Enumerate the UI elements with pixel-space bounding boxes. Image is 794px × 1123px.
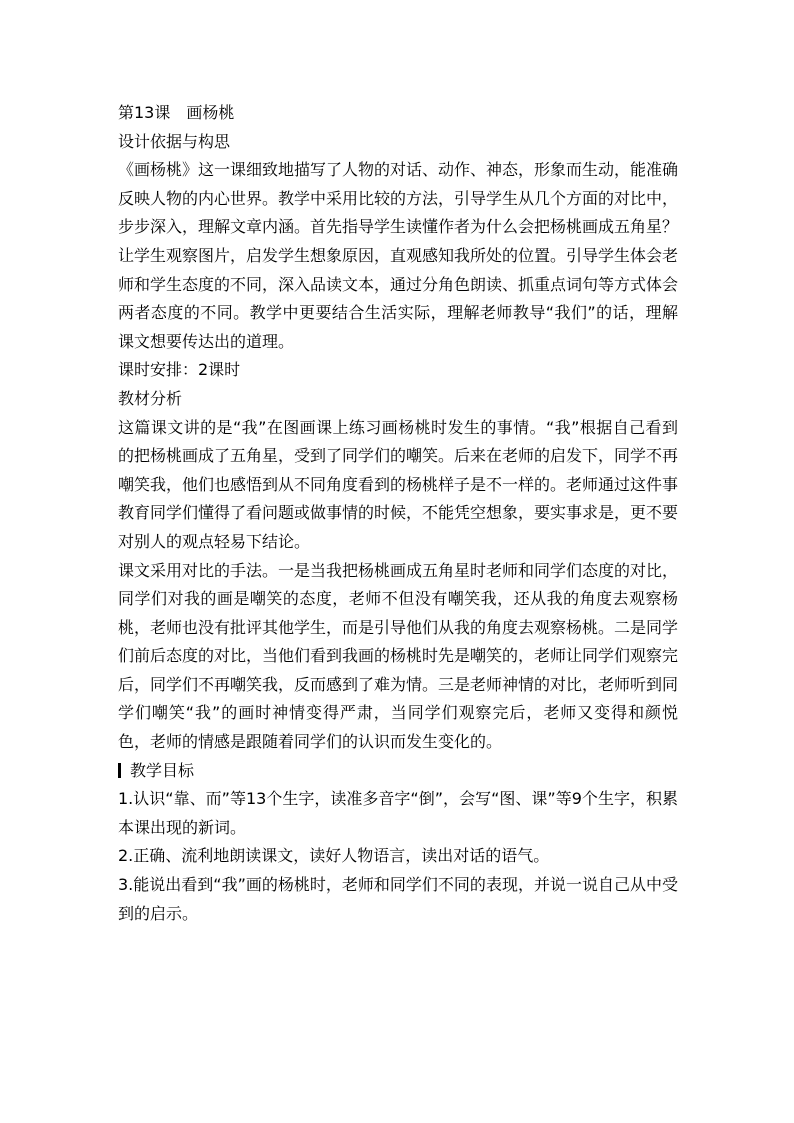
paragraph-analysis-2: 课文采用对比的手法。一是当我把杨桃画成五角星时老师和同学们态度的对比，同学们对我的画是嘲笑的态度，老师不但没有嘲笑我，还从我的角度去观察杨桃，老师也没有批评其他学生，而是引导他们从我的角度去观察杨桃。二是同学们前后态度的对比，当他们看到我画的杨桃时先是嘲笑的，老师让同学们观察完后，同学们不再嘲笑我，反而感到了难为情。三是老师神情的对比，老师听到同学们嘲笑“我”的画时神情变得严肃，当同学们观察完后，老师又变得和颜悦色，老师的情感是跟随着同学们的认识而发生变化的。 — [118, 560, 679, 752]
document-page — [118, 99, 678, 928]
goal-item-3: 3.能说出看到“我”画的杨桃时，老师和同学们不同的表现，并说一说自己从中受到的启示。 — [118, 875, 678, 923]
heading-bar-icon — [118, 763, 121, 778]
section-heading-goals: 教学目标 — [130, 760, 195, 780]
paragraph-analysis-1: 这篇课文讲的是“我”在图画课上练习画杨桃时发生的事情。“我”根据自己看到的把杨桃画成了五角星，受到了同学们的嘲笑。后来在老师的启发下，同学不再嘲笑我，他们也感悟到从不同角度看到的杨桃样子是不一样的。老师通过这件事教育同学们懂得了看问题或做事情的时候，不能凭空想象，要实事求是，更不要对别人的观点轻易下结论。 — [118, 417, 679, 551]
goal-item-2: 2.正确、流利地朗读课文，读好人物语言，读出对话的语气。 — [118, 846, 550, 866]
paragraph-design: 《画杨桃》这一课细致地描写了人物的对话、动作、神态，形象而生动，能准确反映人物的内心世界。教学中采用比较的方法，引导学生从几个方面的对比中，步步深入，理解文章内涵。首先指导学生读懂作者为什么会把杨桃画成五角星？让学生观察图片，启发学生想象原因，直观感知我所处的位置。引导学生体会老师和学生态度的不同，深入品读文本，通过分角色朗读、抓重点词句等方式体会两者态度的不同。教学中更要结合生活实际，理解老师教导“我们”的话，理解课文想要传达出的道理。 — [118, 160, 679, 351]
section-heading-design: 设计依据与构思 — [118, 131, 231, 151]
goal-item-1: 1.认识“靠、而”等13个生字，读准多音字“倒”，会写“图、课”等9个生字，积累本课出现的新词。 — [118, 789, 678, 837]
schedule-line: 课时安排：2课时 — [118, 360, 241, 380]
section-heading-goals-row — [118, 757, 678, 786]
lesson-title: 第13课 画杨桃 — [118, 103, 235, 122]
section-heading-analysis: 教材分析 — [118, 388, 183, 408]
